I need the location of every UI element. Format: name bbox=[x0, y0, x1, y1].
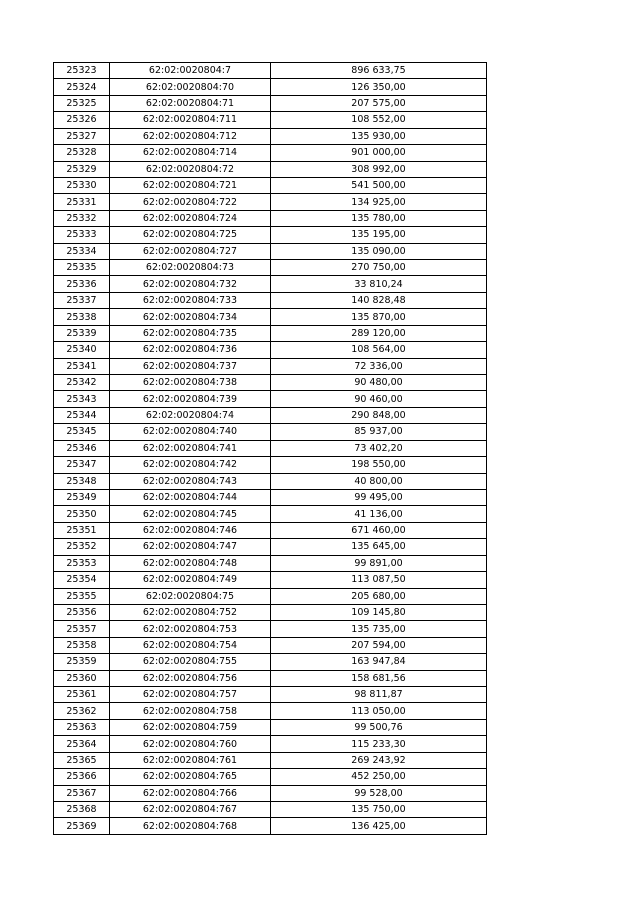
table-row bbox=[54, 177, 487, 193]
cadastral-number-cell: 62:02:0020804:70 bbox=[110, 79, 271, 95]
table-row bbox=[54, 63, 487, 79]
cadastral-number-cell: 62:02:0020804:758 bbox=[110, 703, 271, 719]
cadastral-number-cell: 62:02:0020804:749 bbox=[110, 572, 271, 588]
cadastral-value-cell: 40 800,00 bbox=[271, 473, 487, 489]
cadastral-number-cell: 62:02:0020804:746 bbox=[110, 522, 271, 538]
row-number-cell: 25351 bbox=[54, 522, 110, 538]
table-row bbox=[54, 670, 487, 686]
table-row bbox=[54, 752, 487, 768]
table-row bbox=[54, 194, 487, 210]
row-number-cell: 25357 bbox=[54, 621, 110, 637]
cadastral-number-cell: 62:02:0020804:739 bbox=[110, 391, 271, 407]
row-number-cell: 25349 bbox=[54, 489, 110, 505]
table-row bbox=[54, 588, 487, 604]
cadastral-value-cell: 33 810,24 bbox=[271, 276, 487, 292]
cadastral-number-cell: 62:02:0020804:735 bbox=[110, 325, 271, 341]
table-row bbox=[54, 112, 487, 128]
cadastral-number-cell: 62:02:0020804:714 bbox=[110, 145, 271, 161]
table-row bbox=[54, 210, 487, 226]
cadastral-number-cell: 62:02:0020804:73 bbox=[110, 260, 271, 276]
cadastral-number-cell: 62:02:0020804:754 bbox=[110, 637, 271, 653]
row-number-cell: 25323 bbox=[54, 63, 110, 79]
row-number-cell: 25344 bbox=[54, 407, 110, 423]
row-number-cell: 25333 bbox=[54, 227, 110, 243]
row-number-cell: 25368 bbox=[54, 801, 110, 817]
cadastral-number-cell: 62:02:0020804:733 bbox=[110, 292, 271, 308]
row-number-cell: 25354 bbox=[54, 572, 110, 588]
row-number-cell: 25325 bbox=[54, 95, 110, 111]
row-number-cell: 25346 bbox=[54, 440, 110, 456]
table-row bbox=[54, 604, 487, 620]
row-number-cell: 25361 bbox=[54, 687, 110, 703]
cadastral-number-cell: 62:02:0020804:722 bbox=[110, 194, 271, 210]
cadastral-number-cell: 62:02:0020804:736 bbox=[110, 342, 271, 358]
cadastral-number-cell: 62:02:0020804:759 bbox=[110, 719, 271, 735]
table-row bbox=[54, 424, 487, 440]
table-row bbox=[54, 637, 487, 653]
cadastral-value-cell: 269 243,92 bbox=[271, 752, 487, 768]
row-number-cell: 25363 bbox=[54, 719, 110, 735]
table-row bbox=[54, 473, 487, 489]
cadastral-value-cell: 270 750,00 bbox=[271, 260, 487, 276]
cadastral-number-cell: 62:02:0020804:755 bbox=[110, 654, 271, 670]
table-row bbox=[54, 391, 487, 407]
row-number-cell: 25343 bbox=[54, 391, 110, 407]
cadastral-value-cell: 73 402,20 bbox=[271, 440, 487, 456]
table-row bbox=[54, 555, 487, 571]
cadastral-number-cell: 62:02:0020804:721 bbox=[110, 177, 271, 193]
cadastral-value-cell: 136 425,00 bbox=[271, 818, 487, 834]
cadastral-value-cell: 163 947,84 bbox=[271, 654, 487, 670]
cadastral-number-cell: 62:02:0020804:71 bbox=[110, 95, 271, 111]
cadastral-value-cell: 98 811,87 bbox=[271, 687, 487, 703]
cadastral-value-cell: 205 680,00 bbox=[271, 588, 487, 604]
cadastral-value-cell: 108 552,00 bbox=[271, 112, 487, 128]
row-number-cell: 25332 bbox=[54, 210, 110, 226]
cadastral-value-cell: 541 500,00 bbox=[271, 177, 487, 193]
cadastral-number-cell: 62:02:0020804:743 bbox=[110, 473, 271, 489]
row-number-cell: 25365 bbox=[54, 752, 110, 768]
row-number-cell: 25334 bbox=[54, 243, 110, 259]
cadastral-number-cell: 62:02:0020804:712 bbox=[110, 128, 271, 144]
cadastral-value-cell: 85 937,00 bbox=[271, 424, 487, 440]
cadastral-number-cell: 62:02:0020804:747 bbox=[110, 539, 271, 555]
row-number-cell: 25350 bbox=[54, 506, 110, 522]
table-row bbox=[54, 440, 487, 456]
row-number-cell: 25359 bbox=[54, 654, 110, 670]
row-number-cell: 25342 bbox=[54, 375, 110, 391]
table-row bbox=[54, 801, 487, 817]
table-row bbox=[54, 79, 487, 95]
row-number-cell: 25367 bbox=[54, 785, 110, 801]
row-number-cell: 25352 bbox=[54, 539, 110, 555]
table-row bbox=[54, 292, 487, 308]
cadastral-number-cell: 62:02:0020804:724 bbox=[110, 210, 271, 226]
table-row bbox=[54, 572, 487, 588]
table-row bbox=[54, 769, 487, 785]
cadastral-number-cell: 62:02:0020804:737 bbox=[110, 358, 271, 374]
cadastral-value-cell: 207 594,00 bbox=[271, 637, 487, 653]
cadastral-value-table bbox=[53, 62, 487, 835]
cadastral-value-cell: 113 050,00 bbox=[271, 703, 487, 719]
row-number-cell: 25356 bbox=[54, 604, 110, 620]
cadastral-value-cell: 99 500,76 bbox=[271, 719, 487, 735]
table-row bbox=[54, 260, 487, 276]
table-row bbox=[54, 243, 487, 259]
cadastral-value-cell: 108 564,00 bbox=[271, 342, 487, 358]
cadastral-number-cell: 62:02:0020804:725 bbox=[110, 227, 271, 243]
cadastral-number-cell: 62:02:0020804:741 bbox=[110, 440, 271, 456]
cadastral-number-cell: 62:02:0020804:734 bbox=[110, 309, 271, 325]
table-row bbox=[54, 145, 487, 161]
cadastral-value-cell: 158 681,56 bbox=[271, 670, 487, 686]
table-body bbox=[54, 63, 487, 835]
cadastral-value-cell: 99 495,00 bbox=[271, 489, 487, 505]
cadastral-number-cell: 62:02:0020804:761 bbox=[110, 752, 271, 768]
table-row bbox=[54, 128, 487, 144]
cadastral-value-cell: 109 145,80 bbox=[271, 604, 487, 620]
row-number-cell: 25341 bbox=[54, 358, 110, 374]
row-number-cell: 25362 bbox=[54, 703, 110, 719]
table-row bbox=[54, 227, 487, 243]
cadastral-value-cell: 113 087,50 bbox=[271, 572, 487, 588]
cadastral-number-cell: 62:02:0020804:711 bbox=[110, 112, 271, 128]
cadastral-number-cell: 62:02:0020804:757 bbox=[110, 687, 271, 703]
cadastral-value-cell: 72 336,00 bbox=[271, 358, 487, 374]
cadastral-number-cell: 62:02:0020804:72 bbox=[110, 161, 271, 177]
table-row bbox=[54, 276, 487, 292]
table-row bbox=[54, 309, 487, 325]
row-number-cell: 25335 bbox=[54, 260, 110, 276]
row-number-cell: 25355 bbox=[54, 588, 110, 604]
cadastral-value-cell: 198 550,00 bbox=[271, 457, 487, 473]
row-number-cell: 25369 bbox=[54, 818, 110, 834]
row-number-cell: 25358 bbox=[54, 637, 110, 653]
cadastral-number-cell: 62:02:0020804:738 bbox=[110, 375, 271, 391]
cadastral-value-cell: 115 233,30 bbox=[271, 736, 487, 752]
cadastral-number-cell: 62:02:0020804:75 bbox=[110, 588, 271, 604]
cadastral-value-cell: 452 250,00 bbox=[271, 769, 487, 785]
cadastral-number-cell: 62:02:0020804:745 bbox=[110, 506, 271, 522]
cadastral-number-cell: 62:02:0020804:74 bbox=[110, 407, 271, 423]
cadastral-number-cell: 62:02:0020804:732 bbox=[110, 276, 271, 292]
row-number-cell: 25366 bbox=[54, 769, 110, 785]
row-number-cell: 25338 bbox=[54, 309, 110, 325]
table-row bbox=[54, 736, 487, 752]
cadastral-value-cell: 135 930,00 bbox=[271, 128, 487, 144]
table-row bbox=[54, 325, 487, 341]
cadastral-number-cell: 62:02:0020804:766 bbox=[110, 785, 271, 801]
table-row bbox=[54, 522, 487, 538]
cadastral-number-cell: 62:02:0020804:768 bbox=[110, 818, 271, 834]
row-number-cell: 25340 bbox=[54, 342, 110, 358]
cadastral-number-cell: 62:02:0020804:742 bbox=[110, 457, 271, 473]
cadastral-number-cell: 62:02:0020804:7 bbox=[110, 63, 271, 79]
table-row bbox=[54, 785, 487, 801]
cadastral-number-cell: 62:02:0020804:767 bbox=[110, 801, 271, 817]
cadastral-number-cell: 62:02:0020804:727 bbox=[110, 243, 271, 259]
cadastral-value-cell: 135 645,00 bbox=[271, 539, 487, 555]
table-row bbox=[54, 687, 487, 703]
cadastral-value-cell: 135 750,00 bbox=[271, 801, 487, 817]
table-row bbox=[54, 818, 487, 834]
cadastral-number-cell: 62:02:0020804:748 bbox=[110, 555, 271, 571]
table-row bbox=[54, 358, 487, 374]
cadastral-value-cell: 901 000,00 bbox=[271, 145, 487, 161]
table-row bbox=[54, 654, 487, 670]
cadastral-value-cell: 135 735,00 bbox=[271, 621, 487, 637]
cadastral-value-cell: 289 120,00 bbox=[271, 325, 487, 341]
row-number-cell: 25324 bbox=[54, 79, 110, 95]
table-row bbox=[54, 719, 487, 735]
row-number-cell: 25331 bbox=[54, 194, 110, 210]
cadastral-value-cell: 90 480,00 bbox=[271, 375, 487, 391]
table-row bbox=[54, 506, 487, 522]
cadastral-value-cell: 135 870,00 bbox=[271, 309, 487, 325]
table-row bbox=[54, 703, 487, 719]
cadastral-value-cell: 99 891,00 bbox=[271, 555, 487, 571]
cadastral-value-cell: 135 090,00 bbox=[271, 243, 487, 259]
row-number-cell: 25337 bbox=[54, 292, 110, 308]
row-number-cell: 25345 bbox=[54, 424, 110, 440]
table-row bbox=[54, 407, 487, 423]
cadastral-value-cell: 90 460,00 bbox=[271, 391, 487, 407]
cadastral-value-cell: 207 575,00 bbox=[271, 95, 487, 111]
row-number-cell: 25336 bbox=[54, 276, 110, 292]
cadastral-number-cell: 62:02:0020804:744 bbox=[110, 489, 271, 505]
table-row bbox=[54, 375, 487, 391]
cadastral-number-cell: 62:02:0020804:760 bbox=[110, 736, 271, 752]
cadastral-number-cell: 62:02:0020804:756 bbox=[110, 670, 271, 686]
row-number-cell: 25328 bbox=[54, 145, 110, 161]
cadastral-value-cell: 134 925,00 bbox=[271, 194, 487, 210]
row-number-cell: 25329 bbox=[54, 161, 110, 177]
table-row bbox=[54, 539, 487, 555]
row-number-cell: 25327 bbox=[54, 128, 110, 144]
row-number-cell: 25353 bbox=[54, 555, 110, 571]
row-number-cell: 25348 bbox=[54, 473, 110, 489]
cadastral-value-cell: 140 828,48 bbox=[271, 292, 487, 308]
table-row bbox=[54, 621, 487, 637]
cadastral-number-cell: 62:02:0020804:765 bbox=[110, 769, 271, 785]
table-row bbox=[54, 342, 487, 358]
row-number-cell: 25347 bbox=[54, 457, 110, 473]
cadastral-value-cell: 135 195,00 bbox=[271, 227, 487, 243]
cadastral-value-cell: 290 848,00 bbox=[271, 407, 487, 423]
row-number-cell: 25326 bbox=[54, 112, 110, 128]
row-number-cell: 25330 bbox=[54, 177, 110, 193]
row-number-cell: 25339 bbox=[54, 325, 110, 341]
row-number-cell: 25360 bbox=[54, 670, 110, 686]
cadastral-number-cell: 62:02:0020804:752 bbox=[110, 604, 271, 620]
cadastral-value-cell: 308 992,00 bbox=[271, 161, 487, 177]
cadastral-value-cell: 99 528,00 bbox=[271, 785, 487, 801]
cadastral-value-cell: 135 780,00 bbox=[271, 210, 487, 226]
table-row bbox=[54, 95, 487, 111]
cadastral-value-cell: 671 460,00 bbox=[271, 522, 487, 538]
cadastral-number-cell: 62:02:0020804:740 bbox=[110, 424, 271, 440]
cadastral-value-cell: 126 350,00 bbox=[271, 79, 487, 95]
table-row bbox=[54, 161, 487, 177]
cadastral-number-cell: 62:02:0020804:753 bbox=[110, 621, 271, 637]
cadastral-value-cell: 41 136,00 bbox=[271, 506, 487, 522]
row-number-cell: 25364 bbox=[54, 736, 110, 752]
table-row bbox=[54, 489, 487, 505]
table-row bbox=[54, 457, 487, 473]
cadastral-value-cell: 896 633,75 bbox=[271, 63, 487, 79]
